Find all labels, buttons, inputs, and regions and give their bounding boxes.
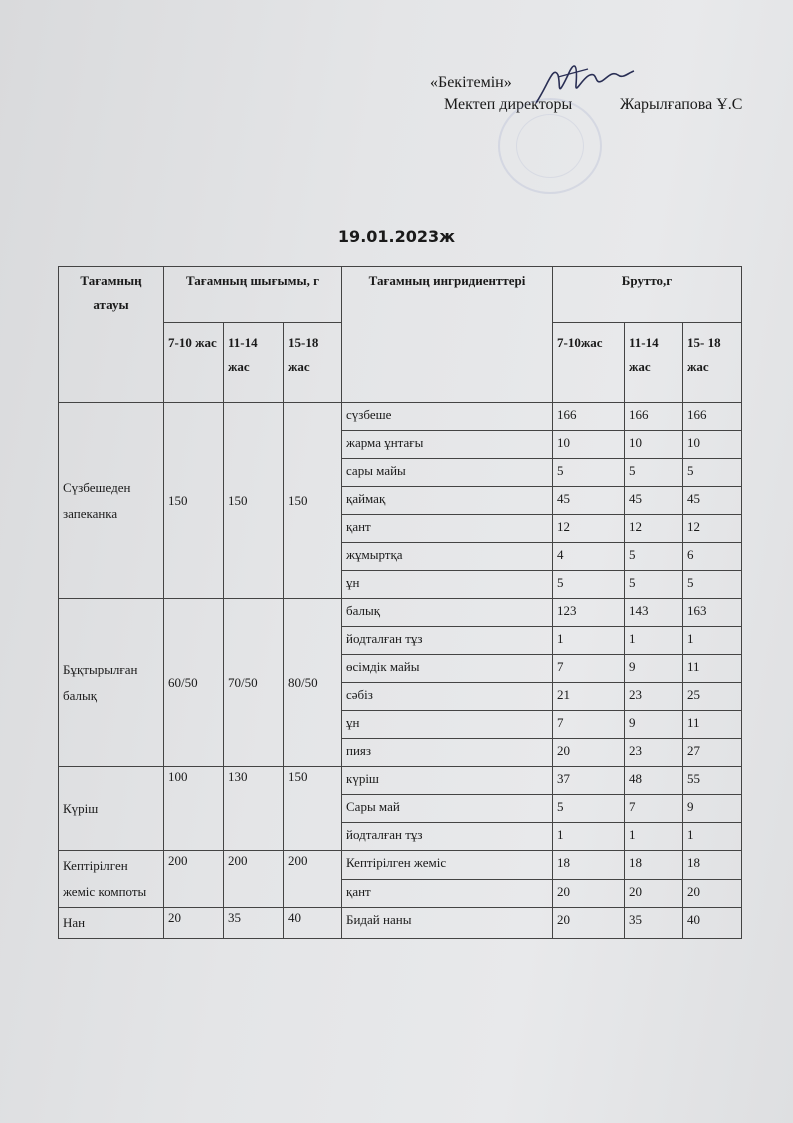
col-header-yield: Тағамның шығымы, г [164,267,342,323]
brutto-value: 1 [625,627,683,655]
document-date: 19.01.2023ж [337,227,456,246]
brutto-value: 7 [553,655,625,683]
ingredient-name: йодталған тұз [342,627,553,655]
brutto-value: 1 [683,823,742,851]
table-row [59,908,742,939]
dish-yield: 70/50 [224,599,284,767]
ingredient-name: ұн [342,711,553,739]
brutto-value: 143 [625,599,683,627]
brutto-value: 12 [683,515,742,543]
table-row [59,599,742,627]
ingredient-name: қант [342,879,553,908]
dish-name: Бұқтырылған балық [59,599,164,767]
brutto-value: 7 [625,795,683,823]
approve-label: «Бекітемін» [430,74,512,91]
ingredient-name: сәбіз [342,683,553,711]
brutto-value: 1 [553,823,625,851]
brutto-value: 18 [553,851,625,880]
ingredient-name: өсімдік майы [342,655,553,683]
table-row [59,851,742,880]
signature-image [528,55,638,110]
brutto-value: 35 [625,908,683,939]
brutto-value: 20 [625,879,683,908]
dish-yield: 60/50 [164,599,224,767]
ingredient-name: сары майы [342,459,553,487]
brutto-value: 6 [683,543,742,571]
brutto-value: 163 [683,599,742,627]
dish-yield: 150 [164,403,224,599]
brutto-value: 10 [553,431,625,459]
brutto-value: 166 [625,403,683,431]
stamp-seal [498,98,602,194]
brutto-value: 18 [625,851,683,880]
yield-age-header: 11-14 жас [224,323,284,403]
brutto-value: 55 [683,767,742,795]
brutto-value: 123 [553,599,625,627]
ingredient-name: балық [342,599,553,627]
dish-yield: 200 [164,851,224,908]
brutto-value: 20 [553,879,625,908]
brutto-value: 10 [683,431,742,459]
brutto-value: 9 [683,795,742,823]
brutto-value: 5 [553,459,625,487]
brutto-value: 20 [683,879,742,908]
col-header-brutto: Брутто,г [553,267,742,323]
brutto-value: 48 [625,767,683,795]
dish-yield: 40 [284,908,342,939]
dish-yield: 200 [224,851,284,908]
brutto-value: 5 [625,571,683,599]
brutto-value: 21 [553,683,625,711]
ingredient-name: күріш [342,767,553,795]
brutto-value: 166 [683,403,742,431]
ingredient-name: ұн [342,571,553,599]
yield-age-header: 7-10 жас [164,323,224,403]
dish-name: Нан [59,908,164,939]
dish-yield: 150 [284,767,342,851]
dish-yield: 80/50 [284,599,342,767]
brutto-value: 45 [553,487,625,515]
brutto-value: 12 [625,515,683,543]
brutto-value: 5 [683,571,742,599]
brutto-value: 23 [625,739,683,767]
brutto-value: 1 [683,627,742,655]
col-header-ingredients: Тағамның ингридиенттері [342,267,553,403]
brutto-value: 5 [625,543,683,571]
dish-yield: 100 [164,767,224,851]
dish-yield: 35 [224,908,284,939]
brutto-value: 11 [683,711,742,739]
ingredient-name: Бидай наны [342,908,553,939]
brutto-age-header: 7-10жас [553,323,625,403]
brutto-value: 4 [553,543,625,571]
table-row [59,767,742,795]
brutto-value: 40 [683,908,742,939]
ingredient-name: Сары май [342,795,553,823]
ingredient-name: жарма ұнтағы [342,431,553,459]
brutto-value: 9 [625,711,683,739]
ingredient-name: Кептірілген жеміс [342,851,553,880]
brutto-age-header: 11-14 жас [625,323,683,403]
brutto-value: 5 [553,571,625,599]
brutto-value: 12 [553,515,625,543]
brutto-value: 20 [553,908,625,939]
brutto-value: 9 [625,655,683,683]
dish-yield: 20 [164,908,224,939]
brutto-value: 5 [683,459,742,487]
brutto-value: 10 [625,431,683,459]
brutto-value: 166 [553,403,625,431]
table-row [59,403,742,431]
ingredient-name: пияз [342,739,553,767]
brutto-value: 45 [625,487,683,515]
brutto-value: 27 [683,739,742,767]
brutto-age-header: 15- 18 жас [683,323,742,403]
brutto-value: 18 [683,851,742,880]
dish-name: Кептірілген жеміс компоты [59,851,164,908]
brutto-value: 11 [683,655,742,683]
brutto-value: 45 [683,487,742,515]
dish-yield: 150 [284,403,342,599]
ingredient-name: сүзбеше [342,403,553,431]
dish-name: Сүзбешеден запеканка [59,403,164,599]
director-name: Жарылғапова Ұ.С [620,96,743,113]
menu-table [58,266,742,939]
brutto-value: 7 [553,711,625,739]
ingredient-name: қаймақ [342,487,553,515]
dish-yield: 130 [224,767,284,851]
ingredient-name: жұмыртқа [342,543,553,571]
dish-yield: 150 [224,403,284,599]
ingredient-name: йодталған тұз [342,823,553,851]
brutto-value: 37 [553,767,625,795]
yield-age-header: 15-18 жас [284,323,342,403]
dish-name: Күріш [59,767,164,851]
ingredient-name: қант [342,515,553,543]
position-label: Мектеп директоры [444,96,573,113]
brutto-value: 5 [625,459,683,487]
brutto-value: 5 [553,795,625,823]
brutto-value: 25 [683,683,742,711]
brutto-value: 20 [553,739,625,767]
dish-yield: 200 [284,851,342,908]
brutto-value: 1 [553,627,625,655]
brutto-value: 1 [625,823,683,851]
brutto-value: 23 [625,683,683,711]
col-header-name: Тағамның атауы [59,267,164,403]
